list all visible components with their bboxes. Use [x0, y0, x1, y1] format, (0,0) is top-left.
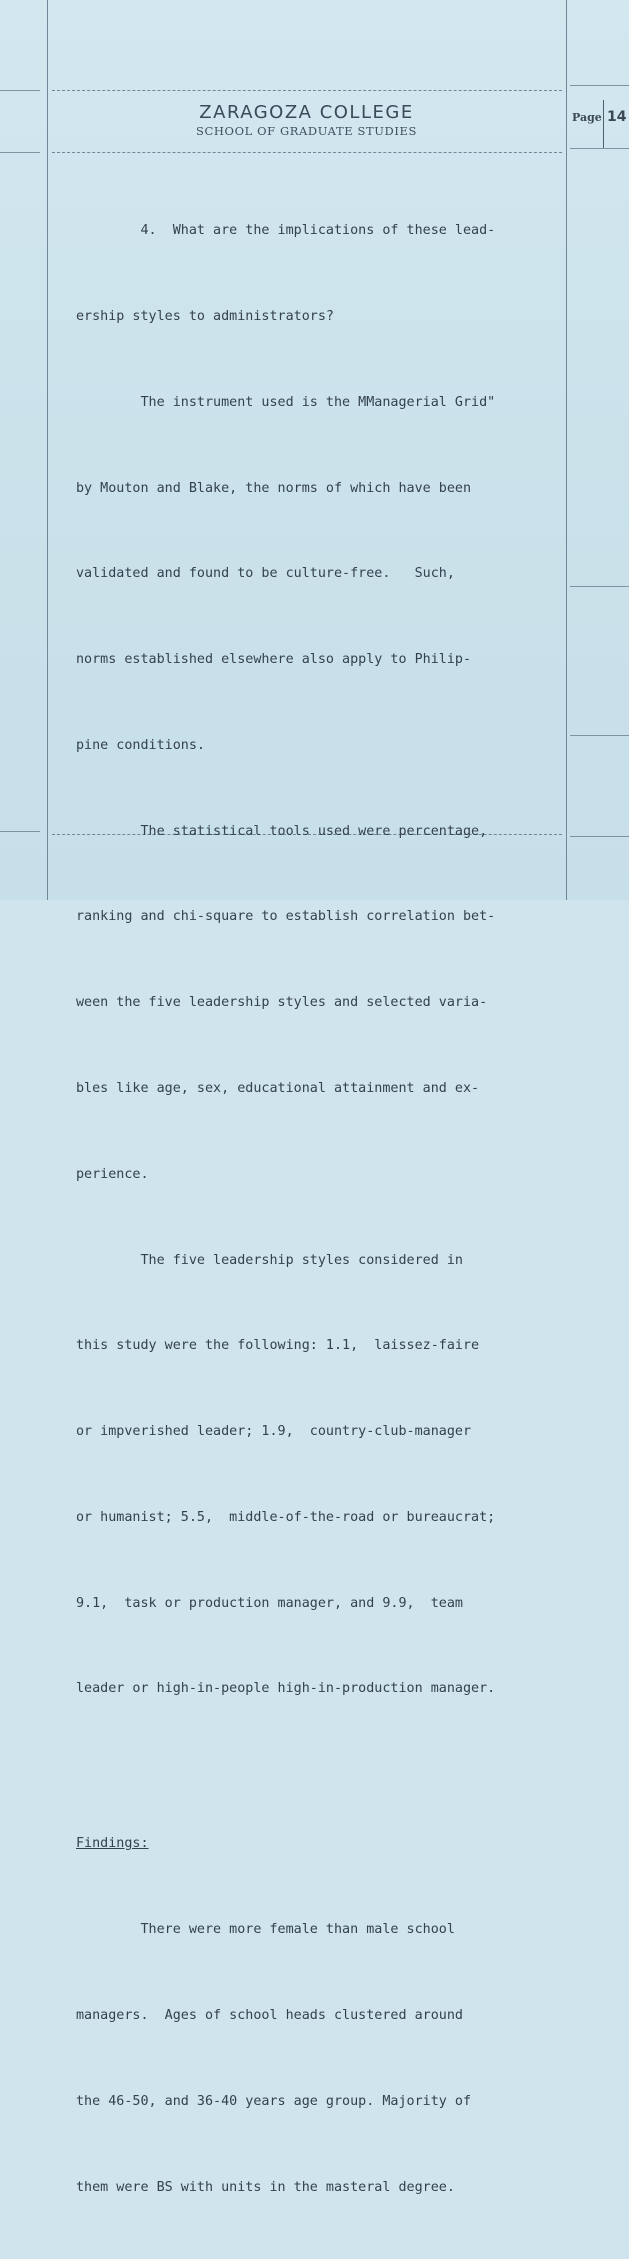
text-line: ween the five leadership styles and selected varia- [76, 995, 488, 1011]
left-tick-bottom [0, 831, 40, 832]
right-tick-header [570, 148, 629, 149]
text-line: bles like age, sex, educational attainment and ex- [76, 1081, 480, 1096]
text-line: There were more female than male school [76, 1922, 455, 1938]
header-top-rule [52, 90, 562, 92]
text-line: 9.1, task or production manager, and 9.9, team [76, 1595, 463, 1611]
top-left-tick [0, 90, 40, 91]
body-text [76, 160, 546, 2259]
text-line: ership styles to administrators? [76, 308, 334, 324]
text-line: norms established elsewhere also apply to Philip- [76, 652, 472, 668]
page-box-divider [603, 100, 604, 148]
text-line: them were BS with units in the masteral degree. [76, 2179, 455, 2195]
header-bottom-rule [52, 152, 562, 154]
page-number: 14 [607, 109, 627, 125]
text-line: perience. [76, 1166, 149, 1182]
text-line: the 46-50, and 36-40 years age group. Majority of [76, 2093, 472, 2109]
text-line: The instrument used is the MManagerial Grid" [76, 394, 496, 410]
text-line: pine conditions. [76, 737, 205, 753]
findings-heading: Findings: [76, 1836, 149, 1852]
text-line: The statistical tools used were percentage, [76, 823, 488, 839]
text-line: or impverished leader; 1.9, country-club-manager [76, 1424, 472, 1440]
text-line: managers. Ages of school heads clustered around [76, 2008, 463, 2023]
text-line: this study were the following: 1.1, laissez-faire [76, 1338, 480, 1354]
school-name: SCHOOL OF GRADUATE STUDIES [196, 124, 417, 138]
text-line: ranking and chi-square to establish correlation bet- [76, 909, 496, 925]
left-tick-header [0, 152, 40, 153]
text-line: The five leadership styles considered in [76, 1252, 463, 1268]
letterhead [47, 103, 566, 138]
page-label: Page [572, 111, 602, 124]
right-margin-line [566, 0, 567, 900]
text-line: 4. What are the implications of these lead- [76, 223, 496, 239]
college-name: ZARAGOZA COLLEGE [199, 102, 414, 123]
top-right-tick [570, 85, 629, 86]
text-line: by Mouton and Blake, the norms of which have been [76, 480, 472, 496]
text-line: validated and found to be culture-free. Such, [76, 566, 455, 582]
right-tick-bottom [570, 836, 629, 837]
right-tick-mid [570, 586, 629, 587]
text-line: leader or high-in-people high-in-production manager. [76, 1681, 496, 1697]
right-tick-lower [570, 735, 629, 736]
text-line: or humanist; 5.5, middle-of-the-road or bureaucrat; [76, 1509, 496, 1525]
